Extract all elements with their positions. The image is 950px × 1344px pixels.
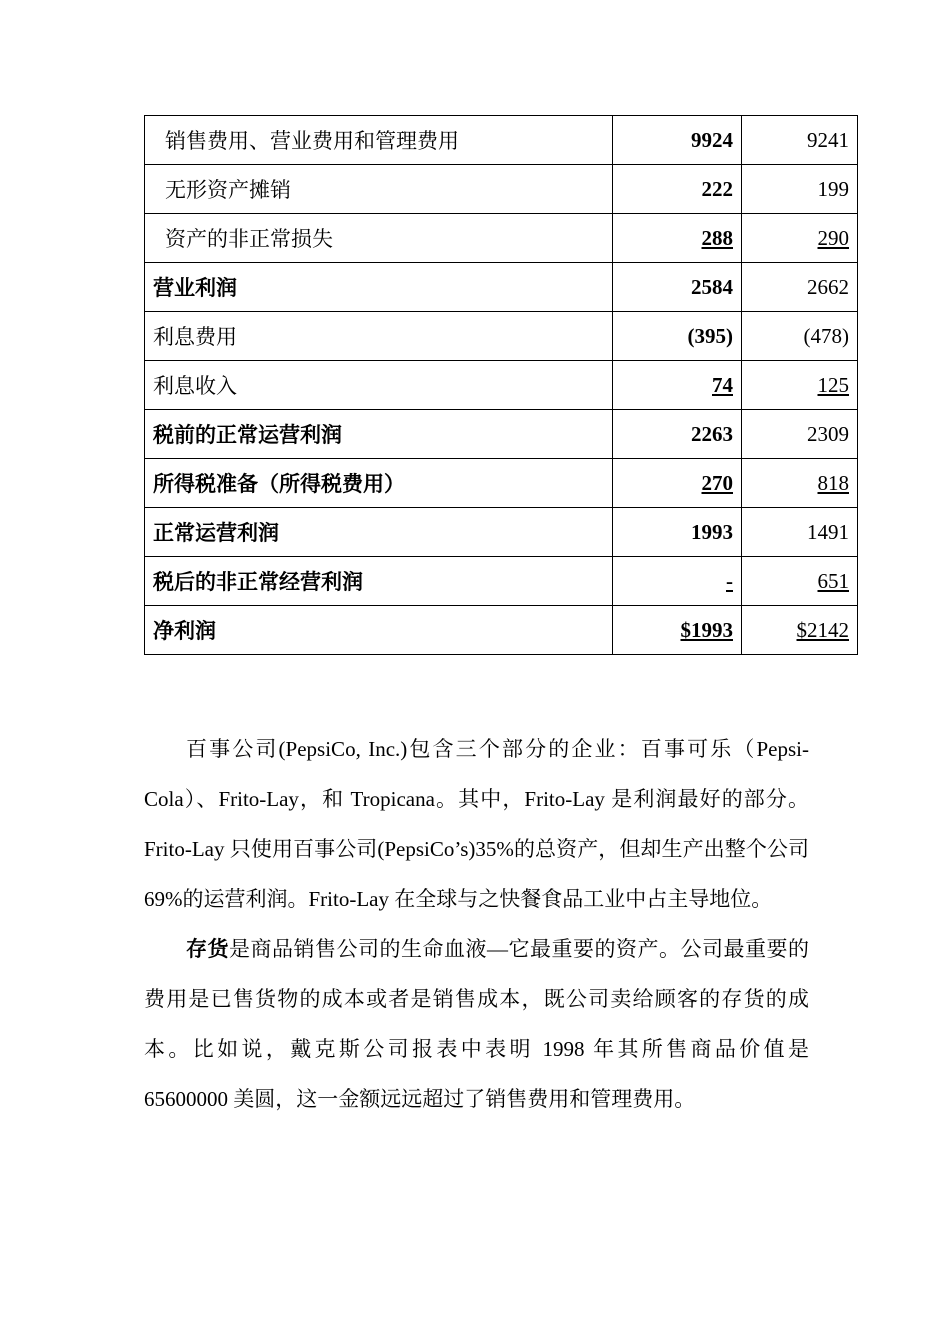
underlined-value: 288 [701,225,733,250]
previous-year-value [742,361,858,410]
current-year-value [613,557,742,606]
previous-year-value [742,606,858,655]
underlined-value: 651 [817,568,849,593]
current-year-value: 2584 [613,263,742,312]
row-label: 资产的非正常损失 [145,214,613,263]
table-row [145,312,858,361]
previous-year-value: 2662 [742,263,858,312]
table-row [145,165,858,214]
underlined-value: 74 [712,372,733,397]
previous-year-value: 1491 [742,508,858,557]
underlined-value: 270 [701,470,733,495]
row-label: 利息费用 [145,312,613,361]
previous-year-value [742,459,858,508]
row-label: 正常运营利润 [145,508,613,557]
current-year-value: 222 [613,165,742,214]
current-year-value: 1993 [613,508,742,557]
previous-year-value: 199 [742,165,858,214]
current-year-value [613,361,742,410]
previous-year-value [742,557,858,606]
row-label: 销售费用、营业费用和管理费用 [145,116,613,165]
table-row [145,116,858,165]
body-text [144,724,809,1124]
table-row [145,459,858,508]
previous-year-value: (478) [742,312,858,361]
row-label: 营业利润 [145,263,613,312]
current-year-value [613,606,742,655]
previous-year-value: 9241 [742,116,858,165]
table-row [145,557,858,606]
current-year-value: 9924 [613,116,742,165]
table-row [145,361,858,410]
underlined-value: 818 [817,470,849,495]
paragraph-inventory [144,924,809,1124]
row-label: 利息收入 [145,361,613,410]
current-year-value [613,459,742,508]
table-row [145,606,858,655]
underlined-value: $2142 [796,617,849,642]
table-row [145,410,858,459]
bold-term: 存货 [186,937,229,961]
row-label: 所得税准备（所得税费用） [145,459,613,508]
underlined-value: - [726,568,733,593]
current-year-value: 2263 [613,410,742,459]
current-year-value [613,214,742,263]
underlined-value: $1993 [680,617,733,642]
paragraph-text: 是商品销售公司的生命血液—它最重要的资产。公司最重要的费用是已售货物的成本或者是销售成本，既公司卖给顾客的存货的成本。比如说，戴克斯公司报表中表明 1998 年其所售商品价值是 65600000 美圆，这一金额远远超过了销售费用和管理费用。 [144,937,809,1111]
row-label: 税后的非正常经营利润 [145,557,613,606]
underlined-value: 290 [817,225,849,250]
table-row [145,214,858,263]
row-label: 净利润 [145,606,613,655]
table-row [145,263,858,312]
table-row [145,508,858,557]
current-year-value: (395) [613,312,742,361]
previous-year-value [742,214,858,263]
paragraph-pepsico: 百事公司(PepsiCo, Inc.)包含三个部分的企业：百事可乐（Pepsi-Cola）、Frito-Lay，和 Tropicana。其中，Frito-Lay 是利润最好的部分。Frito-Lay 只使用百事公司(PepsiCo’s)35%的总资产，但却生产出整个公司 69%的运营利润。Frito-Lay 在全球与之快餐食品工业中占主导地位。 [144,737,809,911]
row-label: 税前的正常运营利润 [145,410,613,459]
row-label: 无形资产摊销 [145,165,613,214]
income-statement-table [144,115,858,655]
previous-year-value: 2309 [742,410,858,459]
underlined-value: 125 [817,372,849,397]
